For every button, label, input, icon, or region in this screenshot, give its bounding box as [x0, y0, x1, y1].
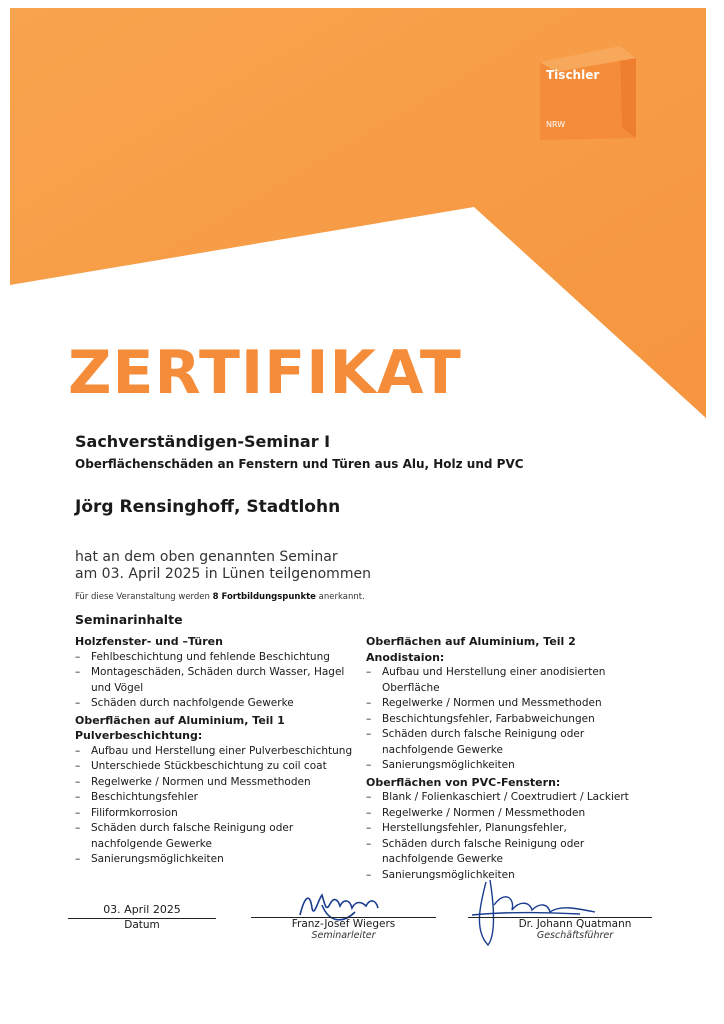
leader-signature-block — [251, 917, 436, 941]
section-heading: Oberflächen auf Aluminium, Teil 1 Pulverbeschichtung: — [75, 713, 285, 742]
list-item: – Filiformkorrosion — [75, 806, 360, 822]
section-list — [366, 790, 651, 883]
list-item: – Blank / Folienkaschiert / Coextrudiert / Lackiert — [366, 790, 651, 806]
attendance-line-2: am 03. April 2025 in Lünen teilgenommen — [75, 566, 371, 582]
date-label: Datum — [124, 919, 160, 931]
list-item: – Regelwerke / Normen / Messmethoden — [366, 806, 651, 822]
list-item: – Schäden durch nachfolgende Gewerke — [75, 696, 360, 712]
list-item: – Schäden durch falsche Reinigung oder nachfolgende Gewerke — [366, 727, 651, 758]
logo-top-text: Tischler — [546, 68, 600, 82]
leader-name: Franz-Josef Wiegers — [291, 918, 396, 930]
list-item: – Unterschiede Stückbeschichtung zu coil coat — [75, 759, 360, 775]
list-item: – Fehlbeschichtung und fehlende Beschichtung — [75, 650, 360, 666]
credits-prefix: Für diese Veranstaltung werden — [75, 592, 213, 602]
attendance-line-1: hat an dem oben genannten Seminar — [75, 549, 338, 565]
section-list — [366, 665, 651, 774]
director-name: Dr. Johann Quatmann — [518, 918, 632, 930]
list-item: – Beschichtungsfehler — [75, 790, 360, 806]
section-list — [75, 744, 360, 868]
list-item: – Regelwerke / Normen und Messmethoden — [75, 775, 360, 791]
contents-right-column — [366, 633, 651, 883]
list-item: – Aufbau und Herstellung einer Pulverbeschichtung — [75, 744, 360, 760]
date-value: 03. April 2025 — [103, 903, 181, 916]
list-item: – Regelwerke / Normen und Messmethoden — [366, 696, 651, 712]
list-item: – Herstellungsfehler, Planungsfehler, — [366, 821, 651, 837]
section-list — [75, 650, 360, 712]
participant-name: Jörg Rensinghoff, Stadtlohn — [75, 497, 341, 517]
seminar-name: Sachverständigen-Seminar I — [75, 432, 331, 451]
seminar-topic: Oberflächenschäden an Fenstern und Türen aus Alu, Holz und PVC — [75, 457, 524, 471]
list-item: – Sanierungsmöglichkeiten — [366, 868, 651, 884]
list-item: – Sanierungsmöglichkeiten — [75, 852, 360, 868]
logo-bottom-text: NRW — [546, 120, 566, 129]
director-signature-block — [468, 917, 652, 941]
director-role: Geschäftsführer — [536, 930, 614, 941]
list-item: – Beschichtungsfehler, Farbabweichungen — [366, 712, 651, 728]
date-block — [68, 903, 216, 931]
certificate-title: ZERTIFIKAT — [68, 338, 462, 408]
tischler-nrw-logo — [540, 46, 636, 140]
list-item: – Montageschäden, Schäden durch Wasser, Hagel und Vögel — [75, 665, 360, 696]
credits-points: 8 Fortbildungspunkte — [212, 592, 316, 602]
credits-suffix: anerkannt. — [315, 592, 365, 602]
section-heading: Holzfenster- und –Türen — [75, 635, 223, 648]
section-heading: Oberflächen von PVC-Fenstern: — [366, 775, 561, 789]
list-item: – Schäden durch falsche Reinigung oder nachfolgende Gewerke — [75, 821, 360, 852]
leader-role: Seminarleiter — [311, 930, 376, 941]
contents-left-column — [75, 633, 360, 868]
credits-note — [75, 592, 365, 602]
list-item: – Schäden durch falsche Reinigung oder nachfolgende Gewerke — [366, 837, 651, 868]
list-item: – Sanierungsmöglichkeiten — [366, 758, 651, 774]
list-item: – Aufbau und Herstellung einer anodisierten Oberfläche — [366, 665, 651, 696]
section-heading: Oberflächen auf Aluminium, Teil 2 Anodistaion: — [366, 635, 576, 664]
contents-title: Seminarinhalte — [75, 612, 183, 627]
